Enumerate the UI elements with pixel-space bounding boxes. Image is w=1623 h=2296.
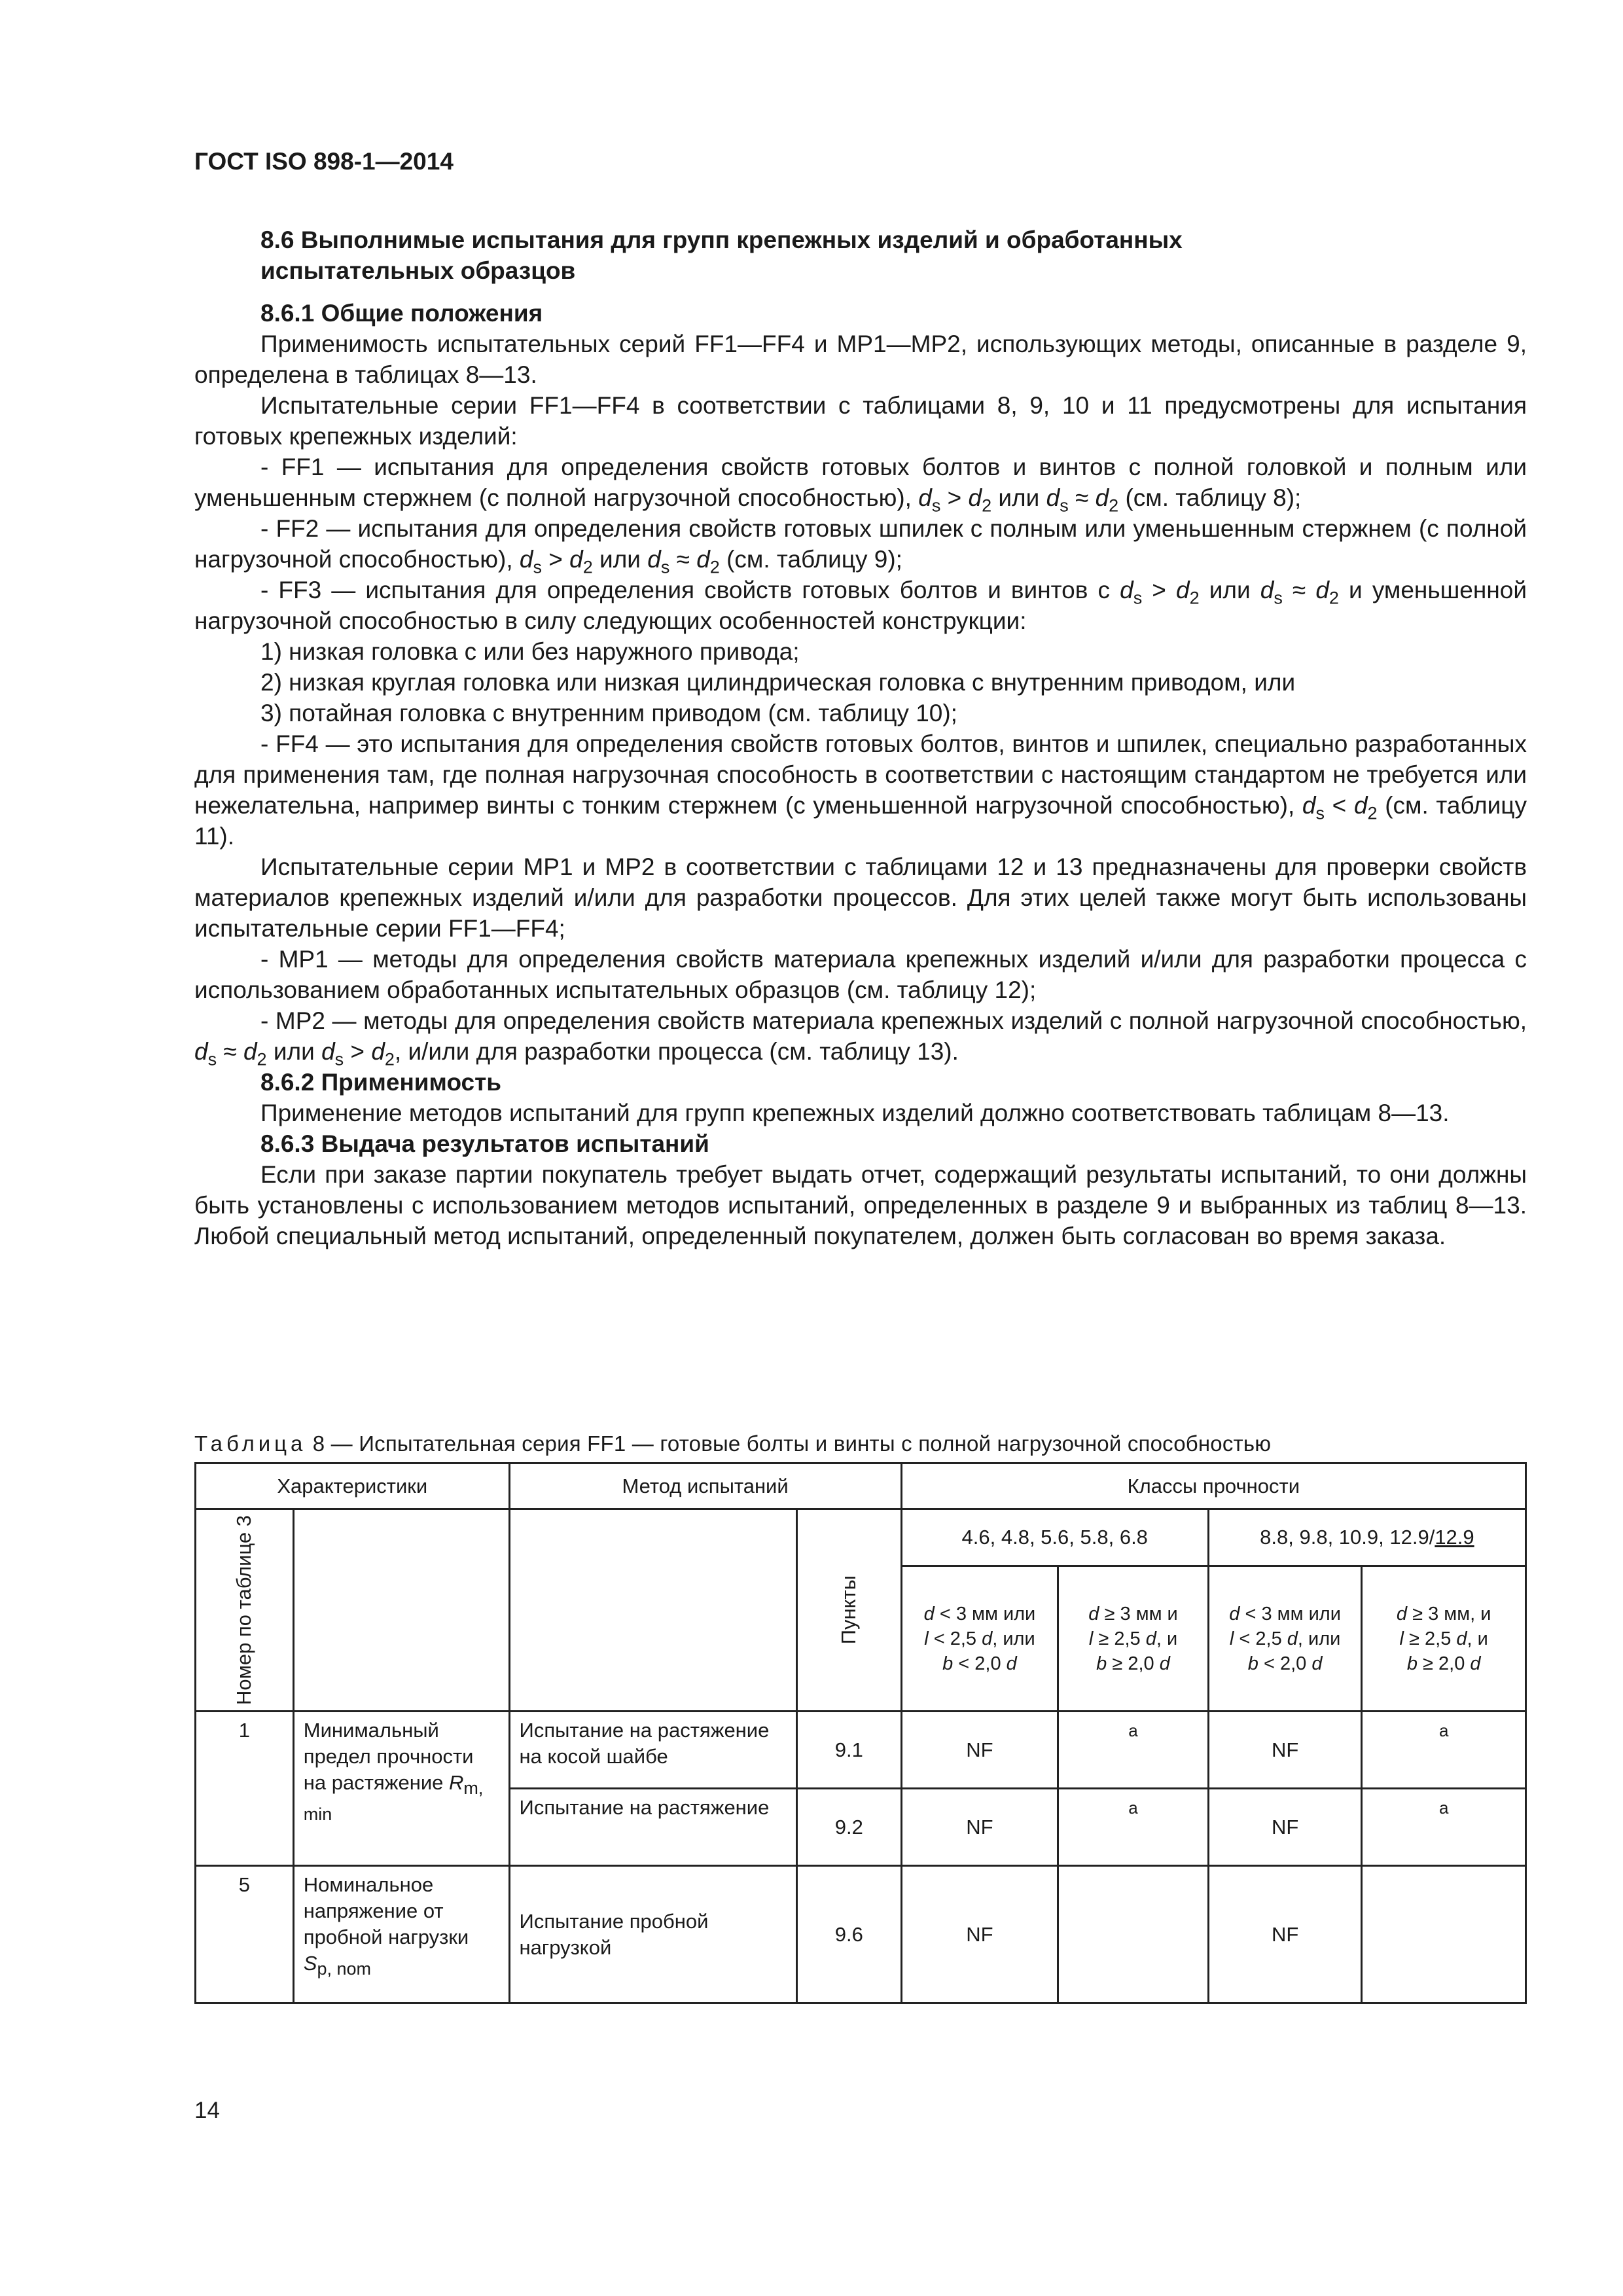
- list-item: 1) низкая головка с или без наружного привода;: [260, 638, 800, 665]
- paragraph: Испытательные серии FF1—FF4 в соответствии с таблицами 8, 9, 10 и 11 предусмотрены для испытания готовых крепежных изделий:: [194, 392, 1527, 450]
- row-number: 5: [196, 1866, 294, 2003]
- subsection-title-863: 8.6.3 Выдача результатов испытаний: [260, 1130, 709, 1157]
- cell-footnote: a: [1362, 1789, 1526, 1866]
- table-caption: Таблица 8 — Испытательная серия FF1 — готовые болты и винты с полной нагрузочной способностью: [194, 1431, 1272, 1456]
- table-8: [194, 1462, 1527, 2004]
- paragraph: Применимость испытательных серий FF1—FF4 и MP1—MP2, использующих методы, описанные в разделе 9, определена в таблицах 8—13.: [194, 331, 1527, 388]
- list-item: 2) низкая круглая головка или низкая цилиндрическая головка с внутренним приводом, или: [260, 669, 1296, 696]
- cell-nf: NF: [901, 1712, 1058, 1789]
- cell-nf: NF: [901, 1789, 1058, 1866]
- subsection-title-861: 8.6.1 Общие положения: [260, 300, 543, 327]
- header-row-number: Номер по таблице 3: [196, 1509, 294, 1712]
- header-class-group-1: 4.6, 4.8, 5.6, 5.8, 6.8: [901, 1509, 1208, 1566]
- list-item-ff4: - FF4 — это испытания для определения свойств готовых болтов, винтов и шпилек, специально разработанных для применения там, где полная нагрузочная способность в соответствии с настоящим стандартом не требуется или нежелательна, например винты с тонким стержнем (с уменьшенной нагрузочной способностью), $d_s < d_2$ (см. таблицу 11).: [194, 730, 1527, 850]
- cell-nf: NF: [901, 1866, 1058, 2003]
- header-condition-1: d < 3 мм или l < 2,5 d, или b < 2,0 d: [901, 1566, 1058, 1712]
- header-clauses: Пункты: [796, 1509, 901, 1712]
- row-clause: 9.6: [796, 1866, 901, 2003]
- row-characteristic: Минимальный предел прочности на растяжение $R_{m, min}$: [293, 1712, 509, 1866]
- subsection-title-862: 8.6.2 Применимость: [260, 1069, 501, 1096]
- header-strength-classes: Классы прочности: [901, 1463, 1525, 1509]
- list-item-mp2: - MP2 — методы для определения свойств материала крепежных изделий с полной нагрузочной способностью, $d_s \approx d_2$ или $d_s > d_2$, и/или для разработки процесса (см. таблицу 13).: [194, 1007, 1527, 1069]
- section-title: 8.6 Выполнимые испытания для групп крепежных изделий и обработанных испытательных образцов: [260, 226, 1183, 284]
- row-method: Испытание на растяжение на косой шайбе: [509, 1712, 796, 1789]
- header-method: Метод испытаний: [509, 1463, 901, 1509]
- list-item: 3) потайная головка с внутренним приводом (см. таблицу 10);: [260, 700, 957, 726]
- list-item-mp1: - MP1 — методы для определения свойств материала крепежных изделий и/или для разработки процесса с использованием обработанных испытательных образцов (см. таблицу 12);: [194, 946, 1527, 1003]
- standard-designation: ГОСТ ISO 898-1—2014: [194, 148, 454, 175]
- row-method: Испытание на растяжение: [509, 1789, 796, 1866]
- paragraph: Если при заказе партии покупатель требует выдать отчет, содержащий результаты испытаний, то они должны быть установлены с использованием методов испытаний, определенных в разделе 9 и выбранных из таблиц 8—13. Любой специальный метод испытаний, определенный покупателем, должен быть согласован во время заказа.: [194, 1161, 1527, 1249]
- cell-footnote: a: [1362, 1712, 1526, 1789]
- cell-nf: NF: [1208, 1712, 1362, 1789]
- cell-empty: [1362, 1866, 1526, 2003]
- paragraph: Применение методов испытаний для групп крепежных изделий должно соответствовать таблицам 8—13.: [260, 1100, 1450, 1126]
- paragraph: Испытательные серии MP1 и MP2 в соответствии с таблицами 12 и 13 предназначены для проверки свойств материалов крепежных изделий и/или для разработки процессов. Для этих целей также могут быть использованы испытательные серии FF1—FF4;: [194, 853, 1527, 942]
- section-8-6-body: [194, 224, 1527, 1251]
- cell-footnote: a: [1058, 1789, 1209, 1866]
- cell-nf: NF: [1208, 1789, 1362, 1866]
- header-class-group-2: 8.8, 9.8, 10.9, 12.9/12.9: [1208, 1509, 1525, 1566]
- list-item-ff2: - FF2 — испытания для определения свойств готовых шпилек с полным или уменьшенным стержнем (с полной нагрузочной способностью), $d_s > d_2$ или $d_s \approx d_2$ (см. таблицу 9);: [194, 515, 1527, 577]
- cell-empty: [1058, 1866, 1209, 2003]
- row-clause: 9.2: [796, 1789, 901, 1866]
- row-method: Испытание пробной нагрузкой: [509, 1866, 796, 2003]
- cell-footnote: a: [1058, 1712, 1209, 1789]
- header-condition-2: d ≥ 3 мм и l ≥ 2,5 d, и b ≥ 2,0 d: [1058, 1566, 1209, 1712]
- list-item-ff1: - FF1 — испытания для определения свойств готовых болтов и винтов с полной головкой и полным или уменьшенным стержнем (с полной нагрузочной способностью), $d_s > d_2$ или $d_s \approx d_2$ (см. таблицу 8);: [194, 454, 1527, 516]
- header-characteristics: Характеристики: [196, 1463, 510, 1509]
- row-number: 1: [196, 1712, 294, 1866]
- page-number: 14: [194, 2098, 220, 2123]
- row-characteristic: Номинальное напряжение от пробной нагрузки $S_{p, nom}$: [293, 1866, 509, 2003]
- header-condition-3: d < 3 мм или l < 2,5 d, или b < 2,0 d: [1208, 1566, 1362, 1712]
- table-row: [196, 1866, 1526, 2003]
- row-clause: 9.1: [796, 1712, 901, 1789]
- cell-nf: NF: [1208, 1866, 1362, 2003]
- list-item-ff3: - FF3 — испытания для определения свойств готовых болтов и винтов с $d_s > d_2$ или $d_s \approx d_2$ и уменьшенной нагрузочной способностью в силу следующих особенностей конструкции:: [194, 577, 1527, 634]
- table-row: [196, 1712, 1526, 1789]
- header-condition-4: d ≥ 3 мм, и l ≥ 2,5 d, и b ≥ 2,0 d: [1362, 1566, 1526, 1712]
